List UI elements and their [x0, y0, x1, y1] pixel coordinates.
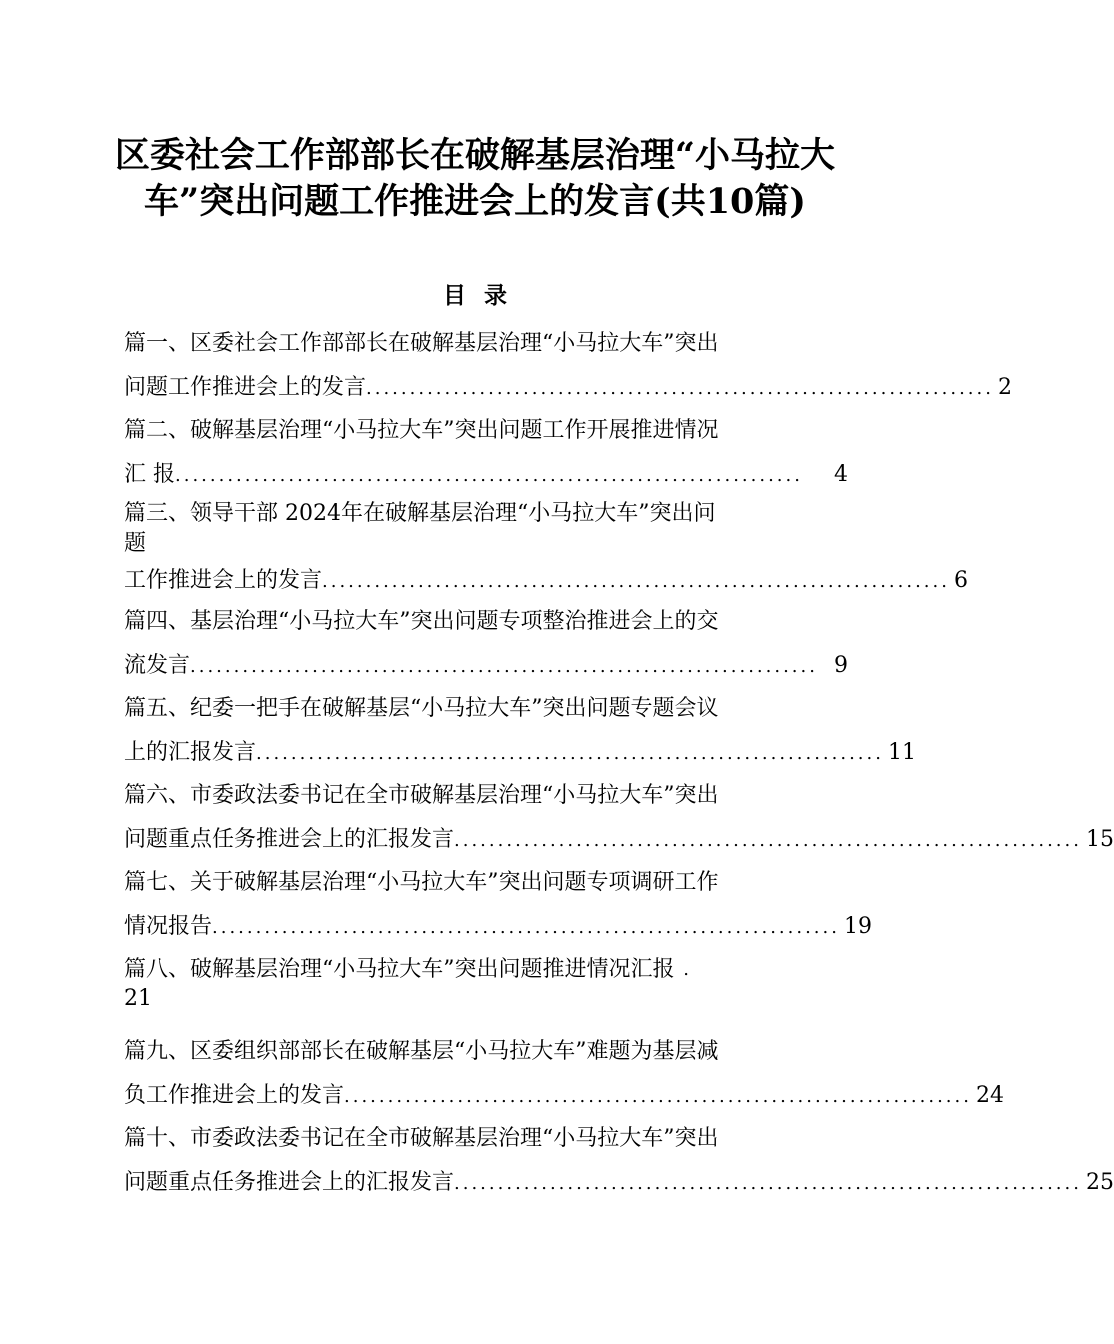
toc-page-number: 21 [124, 986, 152, 1011]
toc-page-number: 11 [887, 740, 916, 765]
toc-entry-8[interactable] [124, 951, 848, 1033]
toc-page-number: 4 [834, 462, 848, 487]
toc-entry-title: 篇八、破解基层治理“小马拉大车”突出问题推进情况汇报 [124, 957, 675, 982]
toc-heading: 目录 [443, 282, 525, 309]
toc-entry-title: 篇二、破解基层治理“小马拉大车”突出问题工作开展推进情况 [124, 418, 719, 443]
table-of-contents [124, 325, 1114, 1207]
toc-entry-title: 篇九、区委组织部部长在破解基层“小马拉大车”难题为基层减 [124, 1039, 719, 1064]
leader-dots: ........................................................................ [366, 378, 994, 399]
toc-entry-7[interactable] [124, 864, 872, 951]
leader-dots: ........................................................................ [175, 465, 803, 486]
document-title [100, 133, 850, 225]
toc-entry-title: 篇五、纪委一把手在破解基层“小马拉大车”突出问题专题会议 [124, 696, 719, 721]
toc-page-number: 6 [953, 568, 968, 593]
toc-entry-title-cont: 问题重点任务推进会上的汇报发言 [124, 827, 455, 852]
toc-entry-9[interactable] [124, 1033, 1004, 1120]
toc-page-number: 24 [975, 1083, 1004, 1108]
toc-entry-title-cont: 流发言 [124, 653, 191, 678]
toc-entry-title-cont: 负工作推进会上的发言 [124, 1083, 345, 1108]
title-line-2: 车”突出问题工作推进会上的发言(共10篇) [144, 181, 806, 222]
leader-dots: ........................................................................ [322, 571, 950, 592]
leader-dots: ........................................................................ [256, 743, 884, 764]
toc-entry-3[interactable] [124, 499, 968, 603]
toc-entry-2[interactable] [124, 412, 848, 499]
leader-dots: ........................................................................ [212, 917, 840, 938]
toc-entry-title: 篇四、基层治理“小马拉大车”突出问题专项整治推进会上的交 [124, 609, 719, 634]
leader-dots: ........................................................................ [454, 1173, 1082, 1194]
toc-entry-title-cont: 问题重点任务推进会上的汇报发言 [124, 1170, 455, 1195]
leader-dots: . [674, 959, 692, 980]
toc-entry-title: 篇七、关于破解基层治理“小马拉大车”突出问题专项调研工作 [124, 870, 719, 895]
toc-entry-title: 篇三、领导干部 2024年在破解基层治理“小马拉大车”突出问 [124, 501, 716, 526]
toc-entry-6[interactable] [124, 777, 1114, 864]
toc-entry-4[interactable] [124, 603, 848, 690]
toc-page-number: 2 [997, 375, 1012, 400]
leader-dots: ........................................................................ [344, 1086, 972, 1107]
toc-page-number: 9 [834, 653, 848, 678]
toc-entry-title-cont: 问题工作推进会上的发言 [124, 375, 367, 400]
toc-entry-title-cont: 上的汇报发言 [124, 740, 257, 765]
toc-entry-10[interactable] [124, 1120, 1114, 1207]
toc-page-number: 15 [1085, 827, 1114, 852]
toc-entry-title-cont: 汇 报 [124, 462, 175, 487]
toc-page-number: 19 [843, 914, 872, 939]
toc-entry-5[interactable] [124, 690, 916, 777]
toc-entry-title-wrap: 题 [124, 531, 147, 556]
toc-entry-title: 篇十、市委政法委书记在全市破解基层治理“小马拉大车”突出 [124, 1126, 719, 1151]
toc-entry-title-cont: 工作推进会上的发言 [124, 568, 323, 593]
toc-entry-title-cont: 情况报告 [124, 914, 213, 939]
toc-entry-title: 篇一、区委社会工作部部长在破解基层治理“小马拉大车”突出 [124, 331, 719, 356]
toc-entry-1[interactable] [124, 325, 1012, 412]
leader-dots: ........................................................................ [454, 830, 1082, 851]
leader-dots: ........................................................................ [190, 656, 818, 677]
title-line-1: 区委社会工作部部长在破解基层治理“小马拉大 [114, 135, 836, 176]
toc-page-number: 25 [1085, 1170, 1114, 1195]
toc-entry-title: 篇六、市委政法委书记在全市破解基层治理“小马拉大车”突出 [124, 783, 719, 808]
